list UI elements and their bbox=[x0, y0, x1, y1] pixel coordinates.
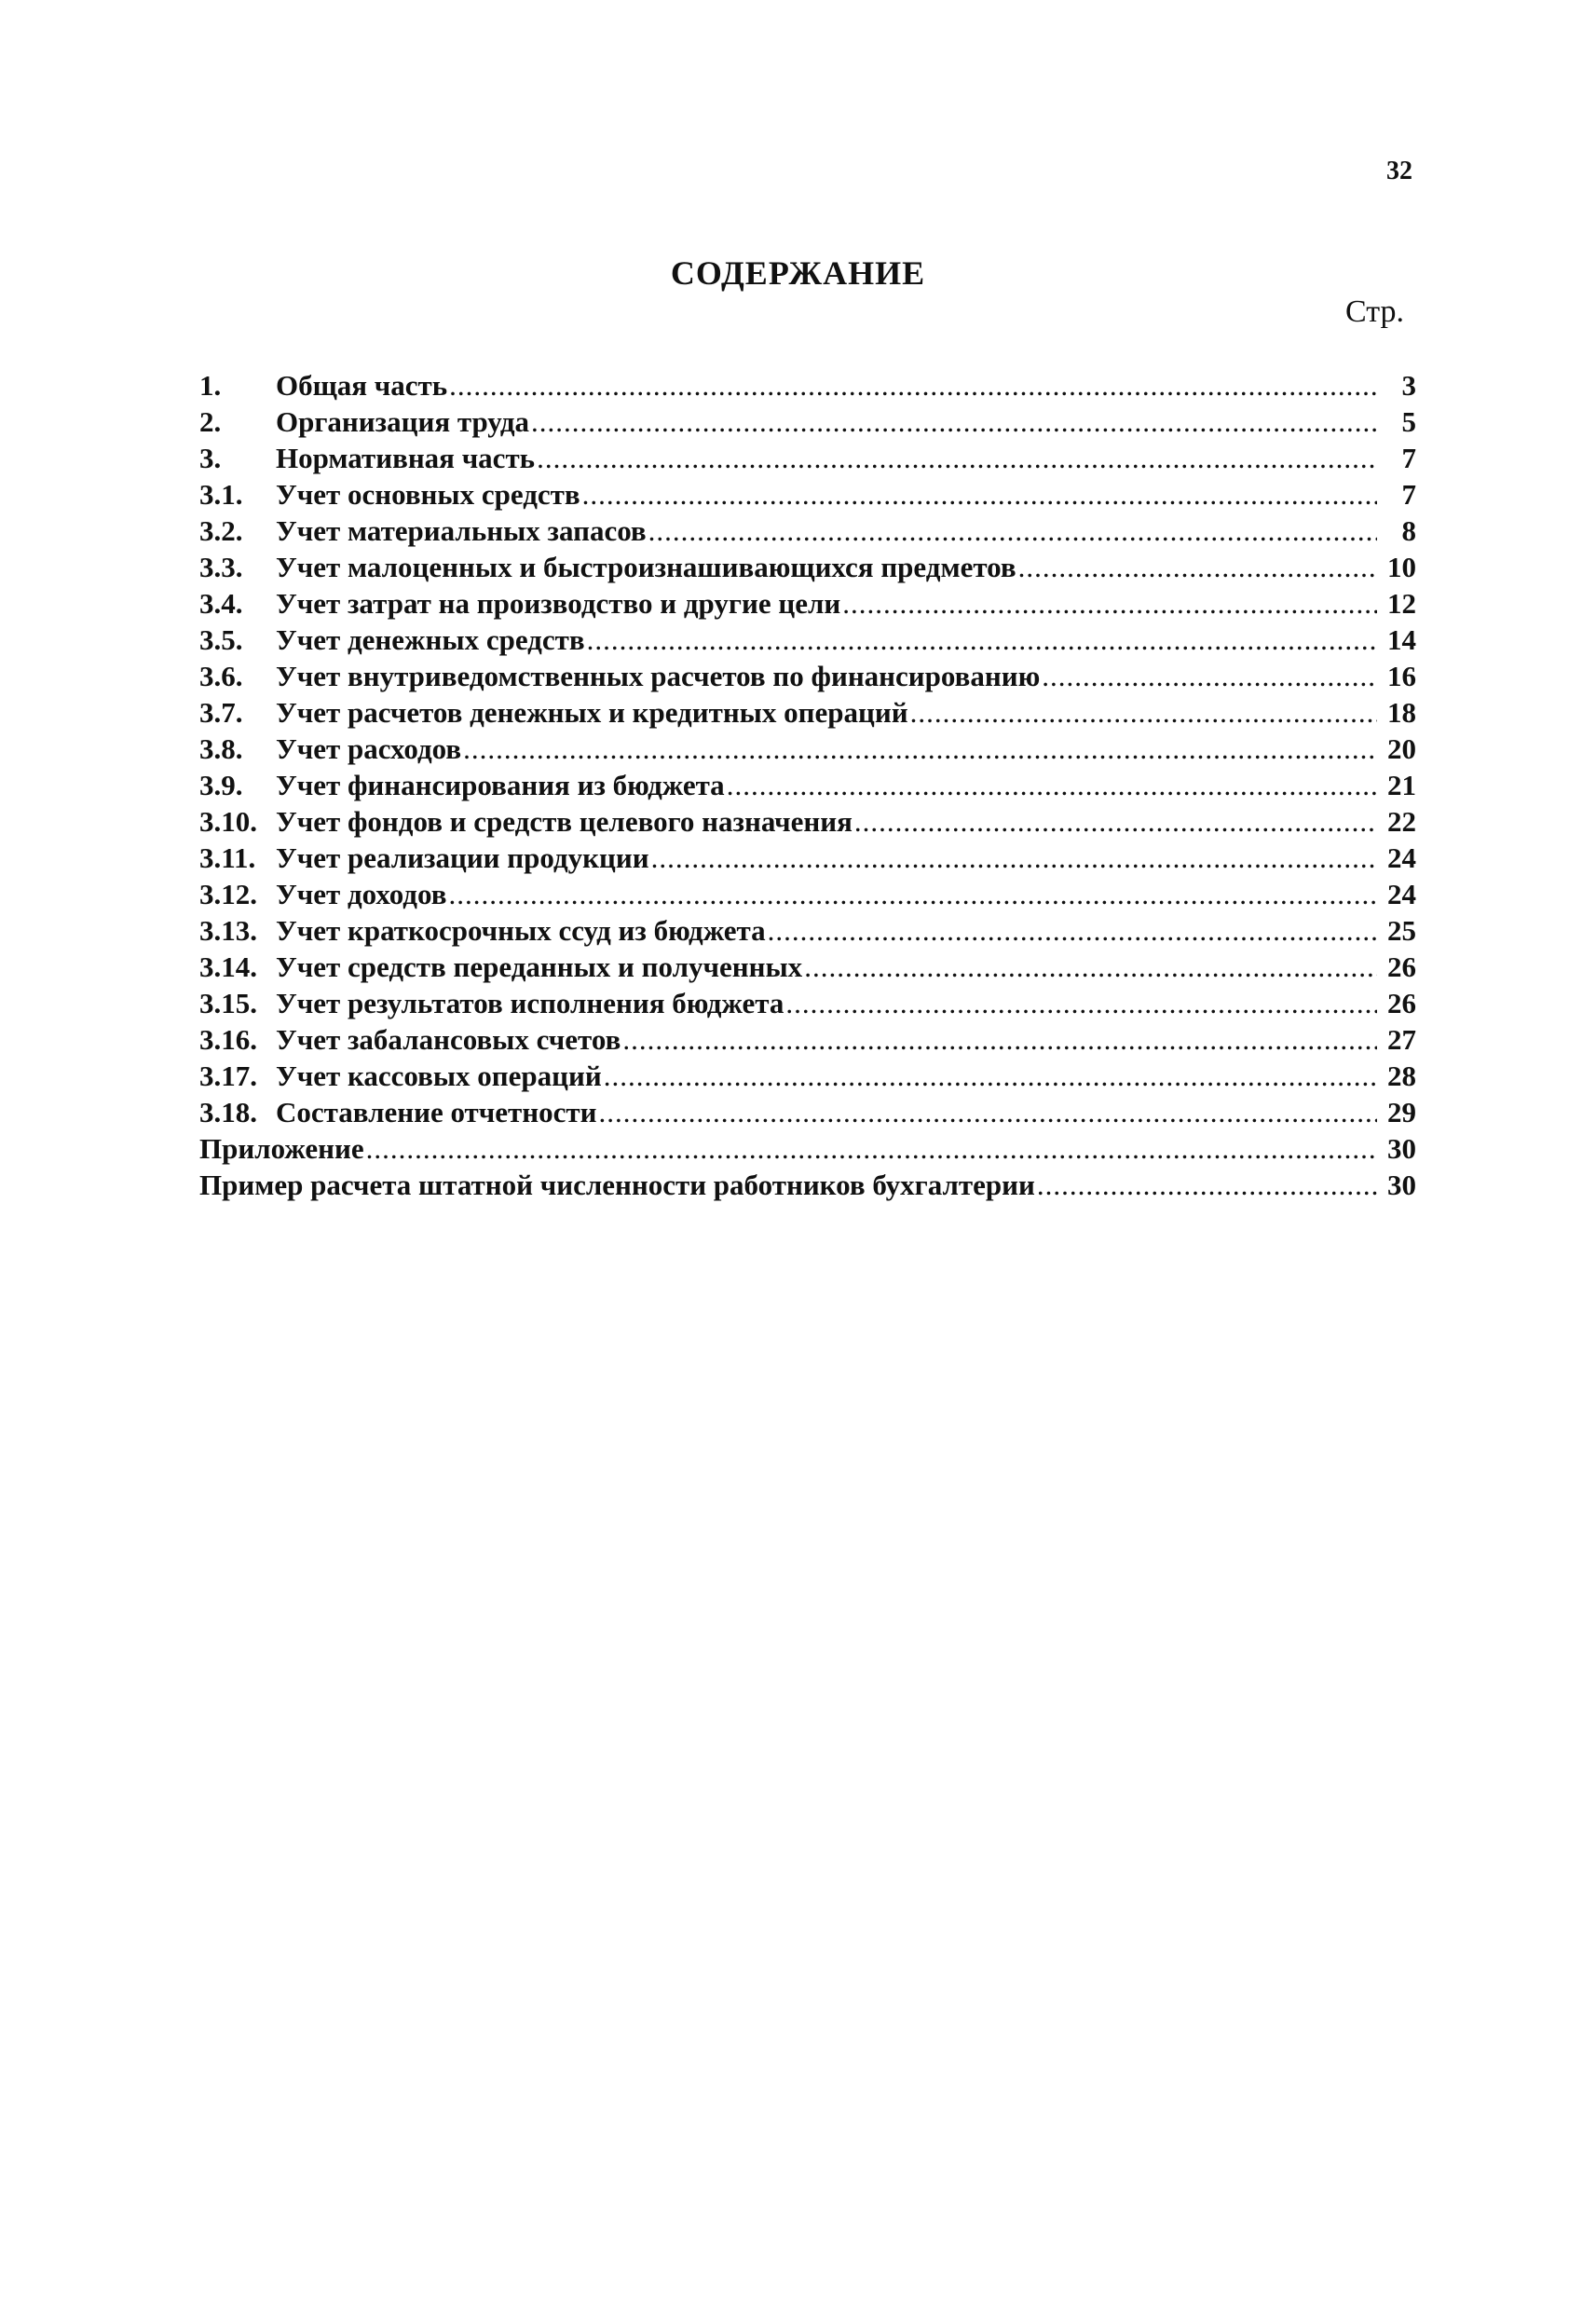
toc-entry[interactable] bbox=[199, 985, 1416, 1021]
toc-entry-number: 1. bbox=[199, 369, 222, 402]
toc-dot-leader bbox=[910, 694, 1377, 731]
toc-entry[interactable] bbox=[199, 767, 1416, 803]
toc-entry-number: 3.15. bbox=[199, 987, 257, 1019]
toc-entry-title: Учет реализации продукции bbox=[276, 841, 649, 874]
toc-entry-number: 3.13. bbox=[199, 914, 257, 947]
toc-entry-title: Организация труда bbox=[276, 405, 530, 438]
toc-entry-number: 3.18. bbox=[199, 1096, 257, 1128]
toc-entry-page: 21 bbox=[1387, 769, 1416, 801]
toc-entry-page: 3 bbox=[1401, 369, 1416, 402]
page-title: СОДЕРЖАНИЕ bbox=[670, 254, 926, 292]
toc-dot-leader bbox=[598, 1094, 1377, 1130]
toc-entry-page: 25 bbox=[1387, 914, 1416, 947]
toc-entry-number: 3.5. bbox=[199, 623, 243, 656]
toc-entry-page: 24 bbox=[1387, 878, 1416, 910]
toc-entry-number: 3.6. bbox=[199, 660, 243, 692]
toc-entry-page: 29 bbox=[1387, 1096, 1416, 1128]
toc-entry[interactable] bbox=[199, 403, 1416, 440]
toc-dot-leader bbox=[768, 912, 1377, 949]
toc-entry[interactable] bbox=[199, 840, 1416, 876]
toc-entry-number: 3.16. bbox=[199, 1023, 257, 1056]
toc-dot-leader bbox=[1042, 658, 1377, 694]
toc-entry-title: Общая часть bbox=[276, 369, 448, 402]
toc-entry[interactable] bbox=[199, 1130, 1416, 1167]
toc-dot-leader bbox=[1018, 549, 1377, 585]
toc-entry-title: Учет результатов исполнения бюджета bbox=[276, 987, 784, 1019]
toc-entry[interactable] bbox=[199, 585, 1416, 622]
toc-entry-title: Учет материальных запасов bbox=[276, 514, 647, 547]
toc-entry-number: 3.8. bbox=[199, 732, 243, 765]
toc-entry[interactable] bbox=[199, 476, 1416, 513]
toc-entry-page: 5 bbox=[1401, 405, 1416, 438]
toc-entry-page: 26 bbox=[1387, 987, 1416, 1019]
toc-entry-title: Составление отчетности bbox=[276, 1096, 597, 1128]
toc-entry[interactable] bbox=[199, 1094, 1416, 1130]
toc-entry-number: 3.14. bbox=[199, 950, 257, 983]
toc-entry-page: 27 bbox=[1387, 1023, 1416, 1056]
toc-entry[interactable] bbox=[199, 1058, 1416, 1094]
toc-entry-number: 3.4. bbox=[199, 587, 243, 620]
page-column-label: Стр. bbox=[1345, 294, 1405, 329]
toc-entry-title: Учет средств переданных и полученных bbox=[276, 950, 803, 983]
toc-entry-page: 7 bbox=[1401, 442, 1416, 474]
toc-entry-title: Пример расчета штатной численности работников бухгалтерии bbox=[199, 1169, 1035, 1201]
toc-entry-number: 3.12. bbox=[199, 878, 257, 910]
toc-entry-page: 30 bbox=[1387, 1132, 1416, 1165]
toc-entry[interactable] bbox=[199, 949, 1416, 985]
toc-entry-page: 20 bbox=[1387, 732, 1416, 765]
toc-entry-page: 7 bbox=[1401, 478, 1416, 511]
toc-entry-title: Учет внутриведомственных расчетов по финансированию bbox=[276, 660, 1041, 692]
toc-entry-title: Учет затрат на производство и другие цели bbox=[276, 587, 841, 620]
toc-entry-title: Учет денежных средств bbox=[276, 623, 585, 656]
toc-dot-leader bbox=[785, 985, 1377, 1021]
toc-entry-number: 3. bbox=[199, 442, 222, 474]
toc-dot-leader bbox=[463, 731, 1377, 767]
toc-entry-title: Нормативная часть bbox=[276, 442, 536, 474]
toc-entry[interactable] bbox=[199, 622, 1416, 658]
toc-entry[interactable] bbox=[199, 912, 1416, 949]
toc-entry[interactable] bbox=[199, 876, 1416, 912]
toc-dot-leader bbox=[604, 1058, 1377, 1094]
toc-entry-title: Учет кассовых операций bbox=[276, 1060, 602, 1092]
toc-entry-title: Учет фондов и средств целевого назначения bbox=[276, 805, 853, 838]
toc-entry[interactable] bbox=[199, 513, 1416, 549]
toc-entry-number: 3.3. bbox=[199, 551, 243, 583]
toc-dot-leader bbox=[537, 440, 1377, 476]
toc-entry-title: Учет доходов bbox=[276, 878, 447, 910]
toc-entry[interactable] bbox=[199, 1021, 1416, 1058]
page-number: 32 bbox=[1386, 157, 1412, 185]
toc-entry-number: 3.10. bbox=[199, 805, 257, 838]
toc-entry-page: 8 bbox=[1401, 514, 1416, 547]
toc-dot-leader bbox=[582, 476, 1377, 513]
toc-entry-title: Учет краткосрочных ссуд из бюджета bbox=[276, 914, 766, 947]
toc-entry-number: 3.2. bbox=[199, 514, 243, 547]
toc-entry[interactable] bbox=[199, 440, 1416, 476]
toc-entry[interactable] bbox=[199, 658, 1416, 694]
toc-dot-leader bbox=[449, 367, 1377, 403]
toc-dot-leader bbox=[622, 1021, 1377, 1058]
toc-dot-leader bbox=[854, 803, 1377, 840]
toc-entry-page: 14 bbox=[1387, 623, 1416, 656]
toc-dot-leader bbox=[804, 949, 1377, 985]
toc-entry-page: 26 bbox=[1387, 950, 1416, 983]
toc-dot-leader bbox=[648, 513, 1377, 549]
toc-entry[interactable] bbox=[199, 549, 1416, 585]
toc-entry-number: 3.7. bbox=[199, 696, 243, 729]
toc-entry-title: Учет основных средств bbox=[276, 478, 580, 511]
toc-entry-title: Учет расчетов денежных и кредитных операций bbox=[276, 696, 908, 729]
toc-entry-title: Учет финансирования из бюджета bbox=[276, 769, 725, 801]
toc-entry-page: 12 bbox=[1387, 587, 1416, 620]
toc-entry-page: 24 bbox=[1387, 841, 1416, 874]
toc-entry[interactable] bbox=[199, 367, 1416, 403]
toc-entry-page: 18 bbox=[1387, 696, 1416, 729]
toc-entry-title: Учет расходов bbox=[276, 732, 462, 765]
toc-dot-leader bbox=[448, 876, 1377, 912]
toc-dot-leader bbox=[842, 585, 1377, 622]
toc-entry-page: 22 bbox=[1387, 805, 1416, 838]
toc-dot-leader bbox=[366, 1130, 1377, 1167]
toc-entry-number: 3.17. bbox=[199, 1060, 257, 1092]
toc-entry[interactable] bbox=[199, 731, 1416, 767]
toc-entry-title: Учет забалансовых счетов bbox=[276, 1023, 621, 1056]
toc-entry-number: 3.9. bbox=[199, 769, 243, 801]
toc-entry-number: 3.11. bbox=[199, 841, 256, 874]
toc-entry-title: Учет малоценных и быстроизнашивающихся предметов bbox=[276, 551, 1016, 583]
table-of-contents bbox=[199, 367, 1416, 1203]
toc-entry-number: 2. bbox=[199, 405, 222, 438]
toc-dot-leader bbox=[651, 840, 1377, 876]
toc-dot-leader bbox=[531, 403, 1377, 440]
toc-entry[interactable] bbox=[199, 694, 1416, 731]
toc-dot-leader bbox=[727, 767, 1377, 803]
toc-entry-page: 16 bbox=[1387, 660, 1416, 692]
toc-entry[interactable] bbox=[199, 1167, 1416, 1203]
toc-entry-page: 10 bbox=[1387, 551, 1416, 583]
toc-entry-number: 3.1. bbox=[199, 478, 243, 511]
toc-entry[interactable] bbox=[199, 803, 1416, 840]
toc-entry-page: 28 bbox=[1387, 1060, 1416, 1092]
toc-entry-page: 30 bbox=[1387, 1169, 1416, 1201]
toc-dot-leader bbox=[587, 622, 1377, 658]
toc-dot-leader bbox=[1037, 1167, 1377, 1203]
toc-entry-title: Приложение bbox=[199, 1132, 364, 1165]
